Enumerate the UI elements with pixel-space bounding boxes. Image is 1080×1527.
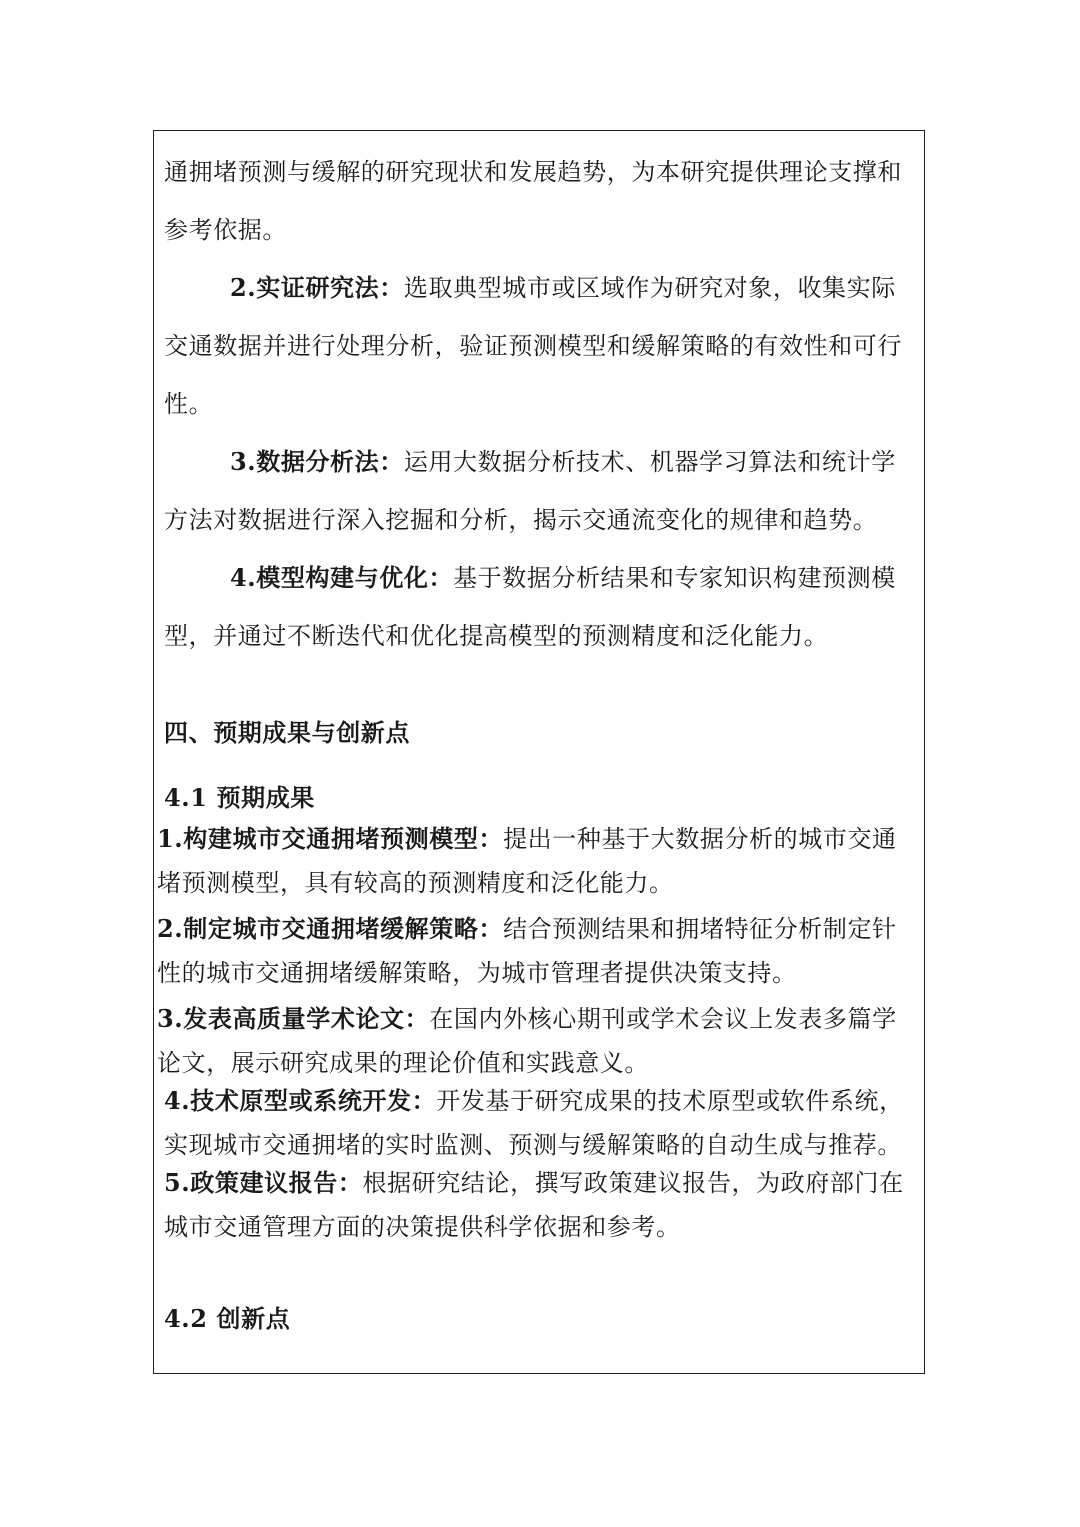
method-continuation: 通拥堵预测与缓解的研究现状和发展趋势，为本研究提供理论支撑和参考依据。 (164, 158, 902, 244)
outcome-label: 3.发表高质量学术论文： (157, 1004, 430, 1033)
subsection-title-expected-outcomes: 4.1 预期成果 (164, 783, 315, 812)
method-item-text: 基于数据分析结果和专家知识构建预测模型，并通过不断迭代和优化提高模型的预测精度和泛化能力。 (164, 564, 896, 650)
outcome-item (157, 817, 914, 905)
outcome-text: 开发基于研究成果的技术原型或软件系统，实现城市交通拥堵的实时监测、预测与缓解策略的自动生成与推荐。 (164, 1087, 904, 1159)
outcome-item (157, 907, 914, 995)
outcome-label: 2.制定城市交通拥堵缓解策略： (157, 914, 504, 943)
outcome-item (164, 1161, 914, 1249)
outcome-label: 5.政策建议报告： (164, 1168, 363, 1197)
outcome-text: 在国内外核心期刊或学术会议上发表多篇学论文，展示研究成果的理论价值和实践意义。 (157, 1005, 897, 1077)
method-item-label: 2.实证研究法： (230, 273, 404, 302)
method-item-empirical (164, 259, 914, 433)
outcome-item (164, 1079, 914, 1167)
method-item-model-building (164, 549, 914, 665)
subsection-title-innovations: 4.2 创新点 (164, 1304, 291, 1333)
method-item-data-analysis (164, 433, 914, 549)
outcome-label: 4.技术原型或系统开发： (164, 1086, 437, 1115)
outcome-item (157, 997, 914, 1085)
outcome-text: 根据研究结论，撰写政策建议报告，为政府部门在城市交通管理方面的决策提供科学依据和参考。 (164, 1169, 904, 1241)
outcome-text: 提出一种基于大数据分析的城市交通堵预测模型，具有较高的预测精度和泛化能力。 (157, 825, 897, 897)
method-item-label: 4.模型构建与优化： (230, 563, 454, 592)
method-item-label: 3.数据分析法： (230, 447, 404, 476)
section-title: 四、预期成果与创新点 (164, 718, 410, 747)
method-item-text: 选取典型城市或区域作为研究对象，收集实际交通数据并进行处理分析，验证预测模型和缓解策略的有效性和可行性。 (164, 274, 902, 418)
document-table-cell (153, 130, 925, 1374)
method-item-text: 运用大数据分析技术、机器学习算法和统计学方法对数据进行深入挖掘和分析，揭示交通流变化的规律和趋势。 (164, 448, 896, 534)
outcome-text: 结合预测结果和拥堵特征分析制定针性的城市交通拥堵缓解策略，为城市管理者提供决策支持。 (157, 915, 897, 987)
outcome-label: 1.构建城市交通拥堵预测模型： (157, 824, 504, 853)
